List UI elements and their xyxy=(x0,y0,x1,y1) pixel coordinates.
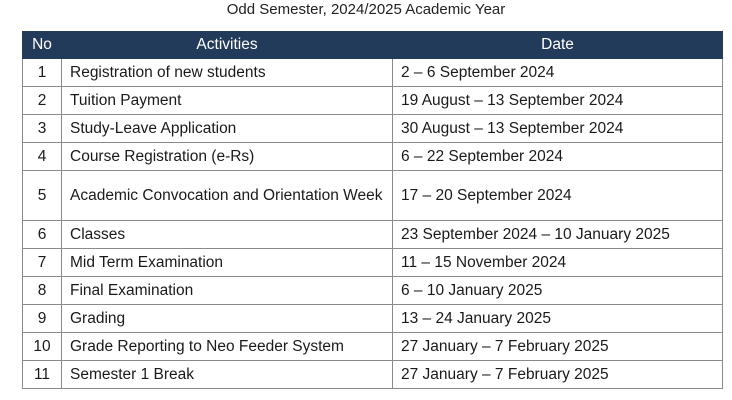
table-row xyxy=(23,305,723,333)
row-activity: Study-Leave Application xyxy=(62,115,393,143)
row-date: 6 – 22 September 2024 xyxy=(393,143,723,171)
row-activity: Mid Term Examination xyxy=(62,249,393,277)
row-date: 6 – 10 January 2025 xyxy=(393,277,723,305)
table-row xyxy=(23,249,723,277)
table-header-row xyxy=(23,32,723,59)
row-date: 19 August – 13 September 2024 xyxy=(393,87,723,115)
row-date: 17 – 20 September 2024 xyxy=(393,171,723,221)
row-number: 8 xyxy=(23,277,62,305)
row-number: 6 xyxy=(23,221,62,249)
header-date: Date xyxy=(393,32,723,59)
row-date: 27 January – 7 February 2025 xyxy=(393,333,723,361)
row-activity: Semester 1 Break xyxy=(62,361,393,389)
table-caption: Odd Semester, 2024/2025 Academic Year xyxy=(226,1,506,18)
row-activity: Course Registration (e-Rs) xyxy=(62,143,393,171)
header-activities: Activities xyxy=(62,32,393,59)
table-row xyxy=(23,221,723,249)
table-row xyxy=(23,143,723,171)
academic-calendar-table xyxy=(22,31,723,389)
table-row xyxy=(23,361,723,389)
row-number: 2 xyxy=(23,87,62,115)
row-number: 1 xyxy=(23,59,62,87)
row-date: 2 – 6 September 2024 xyxy=(393,59,723,87)
table-row xyxy=(23,333,723,361)
row-activity: Grade Reporting to Neo Feeder System xyxy=(62,333,393,361)
row-number: 11 xyxy=(23,361,62,389)
row-number: 3 xyxy=(23,115,62,143)
row-number: 5 xyxy=(23,171,62,221)
row-activity: Final Examination xyxy=(62,277,393,305)
row-date: 11 – 15 November 2024 xyxy=(393,249,723,277)
row-number: 7 xyxy=(23,249,62,277)
table-row xyxy=(23,115,723,143)
table-row xyxy=(23,87,723,115)
row-number: 10 xyxy=(23,333,62,361)
row-date: 13 – 24 January 2025 xyxy=(393,305,723,333)
table-row xyxy=(23,277,723,305)
row-activity: Grading xyxy=(62,305,393,333)
row-number: 9 xyxy=(23,305,62,333)
row-date: 30 August – 13 September 2024 xyxy=(393,115,723,143)
header-no: No xyxy=(23,32,62,59)
row-activity: Academic Convocation and Orientation Week xyxy=(62,171,393,221)
row-date: 23 September 2024 – 10 January 2025 xyxy=(393,221,723,249)
row-activity: Registration of new students xyxy=(62,59,393,87)
row-number: 4 xyxy=(23,143,62,171)
row-activity: Classes xyxy=(62,221,393,249)
table-row xyxy=(23,59,723,87)
table-row xyxy=(23,171,723,221)
row-date: 27 January – 7 February 2025 xyxy=(393,361,723,389)
row-activity: Tuition Payment xyxy=(62,87,393,115)
